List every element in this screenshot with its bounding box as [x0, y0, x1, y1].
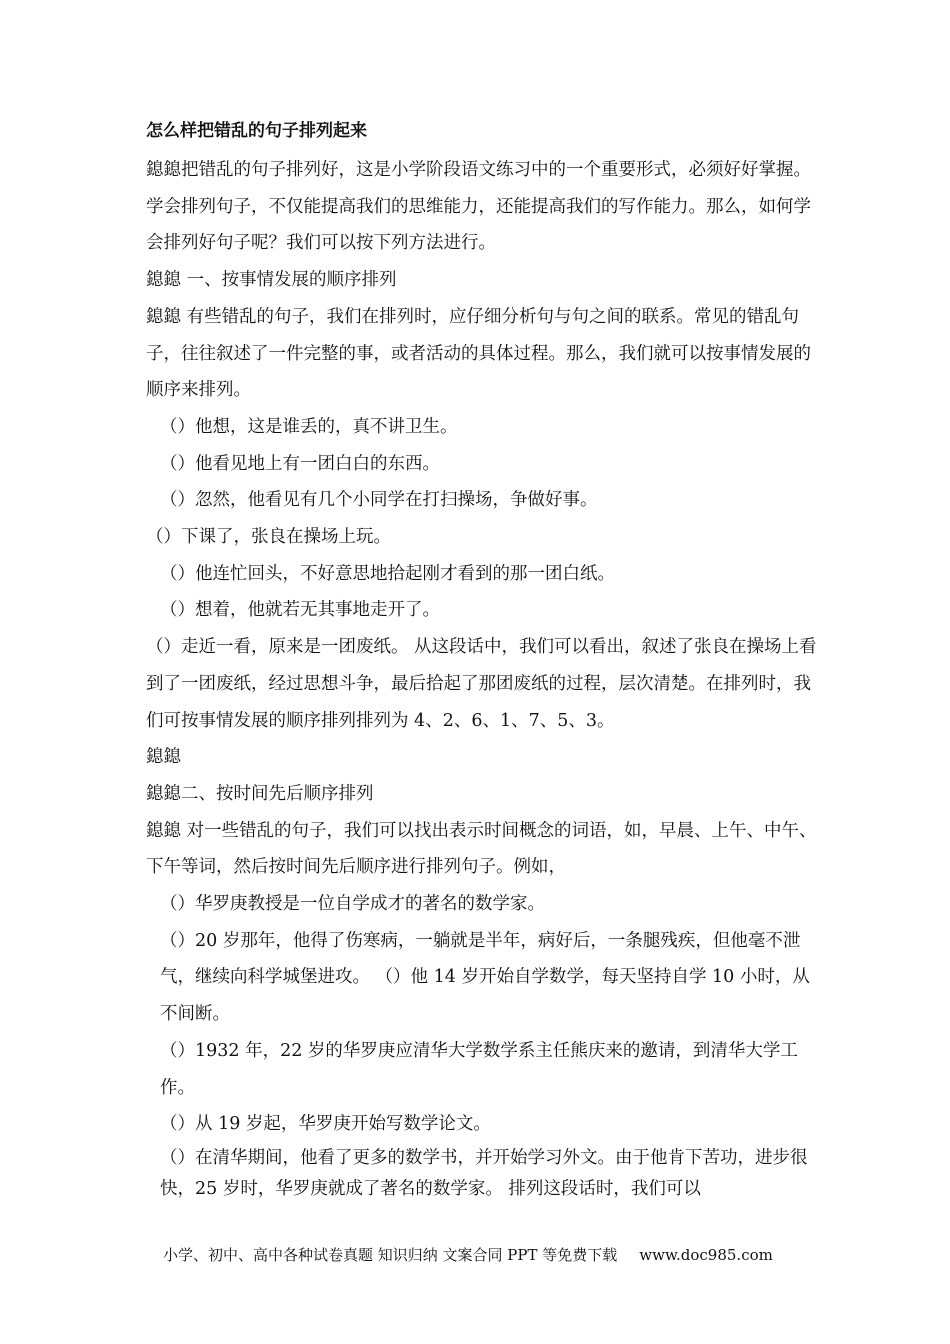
section-heading-1: 鎴鎴 一、按事情发展的顺序排列 — [146, 270, 397, 291]
page-footer — [163, 1244, 773, 1266]
sentence-item-with-analysis: （）走近一看，原来是一团废纸。 从这段话中，我们可以看出，叙述了张良在操场上看到了一团废纸，经过思想斗争，最后拾起了那团废纸的过程，层次清楚。在排列时，我们可按事情发展的顺序排列排列为 4、2、6、1、7、5、3。 — [146, 637, 817, 731]
sentence-item: （）他看见地上有一团白白的东西。 — [160, 453, 440, 474]
footer-text: 小学、初中、高中各种试卷真题 知识归纳 文案合同 PPT 等免费下载 — [163, 1246, 618, 1264]
footer-site-link[interactable]: www.doc985.com — [639, 1246, 773, 1264]
sentence-item: （）20 岁那年，他得了伤寒病，一躺就是半年，病好后，一条腿残疾，但他毫不泄气，继续向科学城堡进攻。 （）他 14 岁开始自学数学，每天坚持自学 10 小时，从不间断。 — [160, 930, 810, 1025]
section-heading-2: 鎴鎴二、按时间先后顺序排列 — [146, 783, 374, 804]
paragraph-intro: 鎴鎴把错乱的句子排列好，这是小学阶段语文练习中的一个重要形式，必须好好掌握。学会排列句子，不仅能提高我们的思维能力，还能提高我们的写作能力。那么，如何学会排列好句子呢？我们可以按下列方法进行。 — [146, 160, 811, 254]
sentence-item: （）在清华期间，他看了更多的数学书，并开始学习外文。由于他肯下苦功，进步很快，25 岁时，华罗庚就成了著名的数学家。 排列这段话时，我们可以 — [160, 1147, 808, 1199]
sentence-item: （）他想，这是谁丢的，真不讲卫生。 — [160, 416, 458, 437]
paragraph-blank: 鎴鎴 — [146, 747, 181, 768]
document-body — [146, 152, 818, 1205]
sentence-item: （）1932 年，22 岁的华罗庚应清华大学数学系主任熊庆来的邀请，到清华大学工作。 — [160, 1040, 798, 1098]
paragraph-section-2: 鎴鎴 对一些错乱的句子，我们可以找出表示时间概念的词语，如，早晨、上午、中午、下午等词，然后按时间先后顺序进行排列句子。例如， — [146, 820, 817, 878]
sentence-item: （）他连忙回头，不好意思地拾起刚才看到的那一团白纸。 — [160, 563, 615, 584]
sentence-item: （）华罗庚教授是一位自学成才的著名的数学家。 — [160, 894, 545, 915]
paragraph-section-1: 鎴鎴 有些错乱的句子，我们在排列时，应仔细分析句与句之间的联系。常见的错乱句子，往往叙述了一件完整的事，或者活动的具体过程。那么，我们就可以按事情发展的顺序来排列。 — [146, 306, 811, 401]
sentence-item: （）下课了，张良在操场上玩。 — [146, 527, 391, 548]
sentence-item: （）想着，他就若无其事地走开了。 — [160, 600, 440, 621]
document-title: 怎么样把错乱的句子排列起来 — [146, 121, 367, 141]
sentence-item: （）从 19 岁起，华罗庚开始写数学论文。 — [160, 1114, 491, 1135]
sentence-item: （）忽然，他看见有几个小同学在打扫操场，争做好事。 — [160, 490, 598, 511]
